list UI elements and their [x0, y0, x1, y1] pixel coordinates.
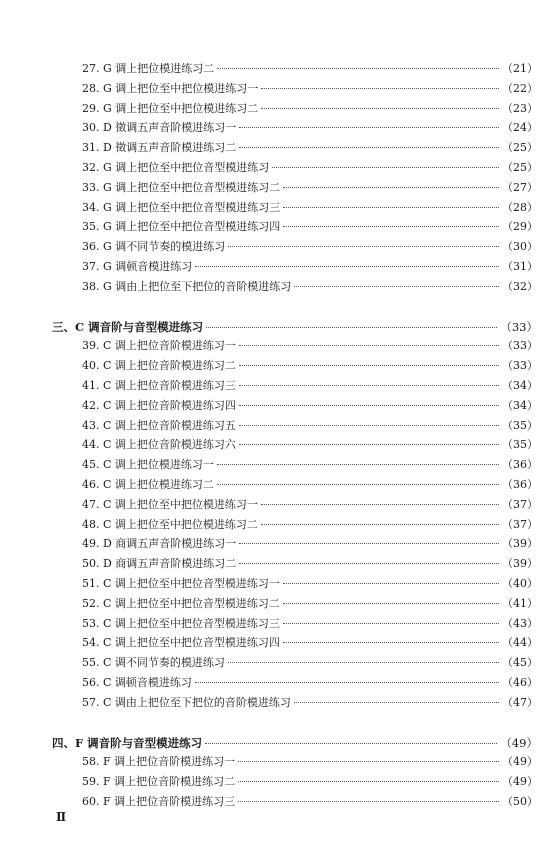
toc-page-number: （36）	[502, 478, 538, 491]
toc-entry[interactable]	[82, 220, 538, 234]
toc-entry[interactable]	[82, 755, 538, 769]
dot-leader	[283, 603, 499, 604]
toc-entry[interactable]	[82, 617, 538, 631]
toc-page-number: （28）	[502, 201, 538, 214]
toc-label: 48. C 调上把位至中把位模进练习二	[82, 518, 258, 531]
toc-entry[interactable]	[82, 696, 538, 710]
toc-label: 46. C 调上把位模进练习二	[82, 478, 214, 491]
dot-leader	[261, 504, 499, 505]
toc-entry[interactable]	[82, 498, 538, 512]
toc-entry[interactable]	[82, 399, 538, 413]
toc-page-number: （49）	[502, 755, 538, 768]
toc-label: 44. C 调上把位音阶模进练习六	[82, 438, 236, 451]
toc-entry[interactable]	[82, 676, 538, 690]
dot-leader	[283, 226, 499, 227]
toc-label: 30. D 徵调五声音阶模进练习一	[82, 121, 237, 134]
toc-label: 28. G 调上把位至中把位模进练习一	[82, 82, 259, 95]
toc-page-number: （50）	[502, 795, 538, 808]
toc-entry[interactable]	[82, 359, 538, 373]
toc-entry[interactable]	[82, 161, 538, 175]
dot-leader	[239, 147, 499, 148]
toc-page-number: （25）	[502, 161, 538, 174]
toc-page-number: （21）	[502, 62, 538, 75]
dot-leader	[238, 761, 499, 762]
toc-page-number: （24）	[502, 121, 538, 134]
toc-page-number: （36）	[502, 458, 538, 471]
dot-leader	[239, 563, 499, 564]
dot-leader	[239, 543, 499, 544]
toc-page-number: （43）	[502, 617, 538, 630]
toc-label: 32. G 调上把位至中把位音型模进练习	[82, 161, 270, 174]
toc-label: 47. C 调上把位至中把位模进练习一	[82, 498, 258, 511]
toc-page-number: （23）	[502, 102, 538, 115]
toc-entry[interactable]	[82, 775, 538, 789]
page-number: Ⅱ	[56, 810, 66, 824]
toc-label: 四、F 调音阶与音型模进练习	[52, 736, 203, 750]
toc-label: 57. C 调由上把位至下把位的音阶模进练习	[82, 696, 291, 709]
toc-page-number: （39）	[502, 537, 538, 550]
toc-entry[interactable]	[82, 181, 538, 195]
toc-page-number: （29）	[502, 220, 538, 233]
toc-page-number: （41）	[502, 597, 538, 610]
dot-leader	[272, 167, 499, 168]
toc-page-number: （34）	[502, 399, 538, 412]
dot-leader	[283, 642, 499, 643]
toc-entry[interactable]	[82, 240, 538, 254]
dot-leader	[283, 583, 499, 584]
toc-label: 三、C 调音阶与音型模进练习	[52, 320, 204, 334]
dot-leader	[283, 207, 499, 208]
toc-entry[interactable]	[82, 795, 538, 809]
toc-entry[interactable]	[82, 379, 538, 393]
toc-label: 51. C 调上把位至中把位音型模进练习一	[82, 577, 280, 590]
toc-label: 40. C 调上把位音阶模进练习二	[82, 359, 236, 372]
toc-label: 49. D 商调五声音阶模进练习一	[82, 537, 237, 550]
toc-page-number: （49）	[502, 775, 538, 788]
toc-label: 50. D 商调五声音阶模进练习二	[82, 557, 237, 570]
toc-entry[interactable]	[82, 458, 538, 472]
toc-section[interactable]	[52, 736, 538, 750]
toc-page-number: （49）	[500, 736, 538, 750]
toc-page-number: （25）	[502, 141, 538, 154]
toc-label: 55. C 调不同节奏的模进练习	[82, 656, 225, 669]
dot-leader	[238, 781, 499, 782]
toc-label: 31. D 徵调五声音阶模进练习二	[82, 141, 237, 154]
toc-entry[interactable]	[82, 102, 538, 116]
dot-leader	[228, 662, 499, 663]
toc-label: 27. G 调上把位模进练习二	[82, 62, 215, 75]
toc-entry[interactable]	[82, 339, 538, 353]
toc-label: 41. C 调上把位音阶模进练习三	[82, 379, 236, 392]
toc-entry[interactable]	[82, 438, 538, 452]
toc-label: 42. C 调上把位音阶模进练习四	[82, 399, 236, 412]
toc-page-number: （22）	[502, 82, 538, 95]
toc-page-number: （27）	[502, 181, 538, 194]
dot-leader	[261, 108, 499, 109]
dot-leader	[261, 524, 499, 525]
dot-leader	[294, 702, 499, 703]
dot-leader	[239, 365, 499, 366]
dot-leader	[239, 425, 499, 426]
toc-page-number: （40）	[502, 577, 538, 590]
toc-entry[interactable]	[82, 577, 538, 591]
toc-page-number: （35）	[502, 438, 538, 451]
toc-label: 29. G 调上把位至中把位模进练习二	[82, 102, 259, 115]
toc-label: 34. G 调上把位至中把位音型模进练习三	[82, 201, 281, 214]
toc-page-number: （46）	[502, 676, 538, 689]
toc-entry[interactable]	[82, 557, 538, 571]
toc-page-number: （39）	[502, 557, 538, 570]
toc-label: 36. G 调不同节奏的模进练习	[82, 240, 226, 253]
toc-label: 56. C 调顿音模进练习	[82, 676, 192, 689]
toc-page-number: （37）	[502, 498, 538, 511]
toc-entry[interactable]	[82, 518, 538, 532]
toc-page-number: （33）	[502, 359, 538, 372]
toc-label: 52. C 调上把位至中把位音型模进练习二	[82, 597, 280, 610]
toc-label: 45. C 调上把位模进练习一	[82, 458, 214, 471]
toc-page-number: （35）	[502, 419, 538, 432]
toc-label: 39. C 调上把位音阶模进练习一	[82, 339, 236, 352]
dot-leader	[228, 246, 499, 247]
toc-entry[interactable]	[82, 82, 538, 96]
dot-leader	[283, 623, 499, 624]
toc-entry[interactable]	[82, 636, 538, 650]
dot-leader	[239, 444, 499, 445]
toc-label: 37. G 调顿音模进练习	[82, 260, 193, 273]
toc-page-number: （44）	[502, 636, 538, 649]
toc-page-number: （33）	[502, 339, 538, 352]
toc-page-number: （33）	[500, 320, 538, 334]
toc-label: 35. G 调上把位至中把位音型模进练习四	[82, 220, 281, 233]
dot-leader	[239, 405, 499, 406]
dot-leader	[239, 127, 499, 128]
toc-entry[interactable]	[82, 201, 538, 215]
dot-leader	[195, 682, 499, 683]
toc-entry[interactable]	[82, 62, 538, 76]
toc-entry[interactable]	[82, 537, 538, 551]
toc-page-number: （45）	[502, 656, 538, 669]
toc-entry[interactable]	[82, 280, 538, 294]
toc-entry[interactable]	[82, 478, 538, 492]
toc-entry[interactable]	[82, 141, 538, 155]
toc-entry[interactable]	[82, 419, 538, 433]
toc-entry[interactable]	[82, 260, 538, 274]
toc-label: 33. G 调上把位至中把位音型模进练习二	[82, 181, 281, 194]
dot-leader	[206, 327, 497, 328]
toc-page-number: （34）	[502, 379, 538, 392]
toc-page-number: （31）	[502, 260, 538, 273]
toc-entry[interactable]	[82, 121, 538, 135]
toc-label: 53. C 调上把位至中把位音型模进练习三	[82, 617, 280, 630]
dot-leader	[205, 743, 497, 744]
toc-entry[interactable]	[82, 656, 538, 670]
toc-page-number: （37）	[502, 518, 538, 531]
toc-page-number: （30）	[502, 240, 538, 253]
toc-label: 58. F 调上把位音阶模进练习一	[82, 755, 236, 768]
dot-leader	[195, 266, 499, 267]
dot-leader	[261, 88, 499, 89]
toc-label: 43. C 调上把位音阶模进练习五	[82, 419, 236, 432]
toc-section[interactable]	[52, 320, 538, 334]
dot-leader	[217, 68, 499, 69]
dot-leader	[294, 286, 499, 287]
toc-label: 54. C 调上把位至中把位音型模进练习四	[82, 636, 280, 649]
dot-leader	[239, 385, 499, 386]
toc-page-number: （47）	[502, 696, 538, 709]
toc-label: 59. F 调上把位音阶模进练习二	[82, 775, 236, 788]
dot-leader	[283, 187, 499, 188]
dot-leader	[217, 464, 499, 465]
toc-page-number: （32）	[502, 280, 538, 293]
toc-label: 38. G 调由上把位至下把位的音阶模进练习	[82, 280, 292, 293]
toc-label: 60. F 调上把位音阶模进练习三	[82, 795, 236, 808]
dot-leader	[217, 484, 499, 485]
toc-entry[interactable]	[82, 597, 538, 611]
dot-leader	[239, 345, 499, 346]
dot-leader	[238, 801, 499, 802]
